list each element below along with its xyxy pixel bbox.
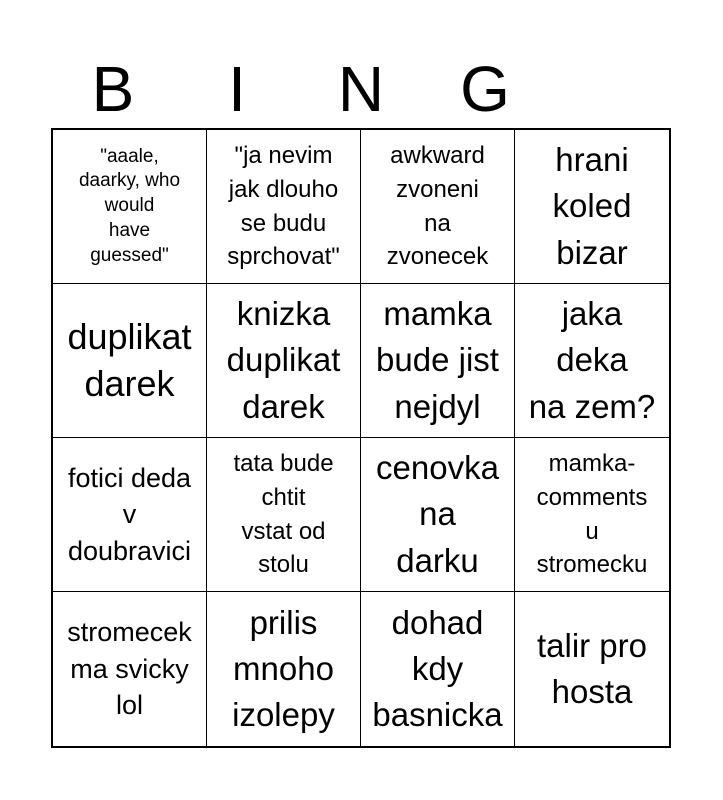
bingo-cell[interactable] — [53, 438, 207, 592]
cell-text: jaka deka na zem? — [528, 295, 656, 425]
bingo-cell[interactable] — [361, 130, 515, 284]
bingo-cell[interactable] — [53, 284, 207, 438]
cell-text: knizka duplikat darek — [226, 295, 341, 425]
bingo-cell[interactable] — [207, 284, 361, 438]
bingo-cell[interactable] — [207, 130, 361, 284]
cell-text: dohad kdy basnicka — [372, 603, 503, 734]
bingo-cell[interactable] — [361, 284, 515, 438]
header-letter-n: N — [337, 53, 385, 125]
cell-text: mamka bude jist nejdyl — [376, 295, 499, 425]
bingo-card-grid — [51, 128, 671, 748]
cell-text: stromecek ma svicky lol — [67, 617, 192, 721]
header-letter-b: B — [91, 53, 135, 125]
cell-text: fotici deda v doubravici — [67, 462, 192, 566]
bingo-header — [51, 50, 671, 128]
bingo-cell[interactable] — [361, 592, 515, 746]
bingo-cell[interactable] — [53, 592, 207, 746]
cell-text: cenovka na darku — [376, 449, 499, 579]
bingo-cell[interactable] — [207, 438, 361, 592]
bingo-cell[interactable] — [207, 592, 361, 746]
header-letter-g: G — [460, 53, 510, 125]
cell-text: tata bude chtit vstat od stolu — [233, 450, 334, 579]
bingo-cell[interactable] — [515, 130, 669, 284]
bingo-cell[interactable] — [515, 284, 669, 438]
cell-text: prilis mnoho izolepy — [232, 603, 335, 734]
cell-text: duplikat darek — [67, 315, 192, 404]
cell-text: mamka- comments u stromecku — [536, 450, 648, 579]
cell-text: hrani koled bizar — [552, 141, 632, 271]
bingo-cell[interactable] — [53, 130, 207, 284]
cell-text: "ja nevim jak dlouho se budu sprchovat" — [227, 142, 340, 271]
cell-text: awkward zvoneni na zvonecek — [386, 142, 489, 271]
cell-text: talir pro hosta — [536, 626, 648, 710]
bingo-cell[interactable] — [515, 438, 669, 592]
header-letter-i: I — [228, 53, 246, 125]
bingo-cell[interactable] — [361, 438, 515, 592]
cell-text: "aaale, daarky, who would have guessed" — [78, 145, 181, 266]
bingo-cell[interactable] — [515, 592, 669, 746]
